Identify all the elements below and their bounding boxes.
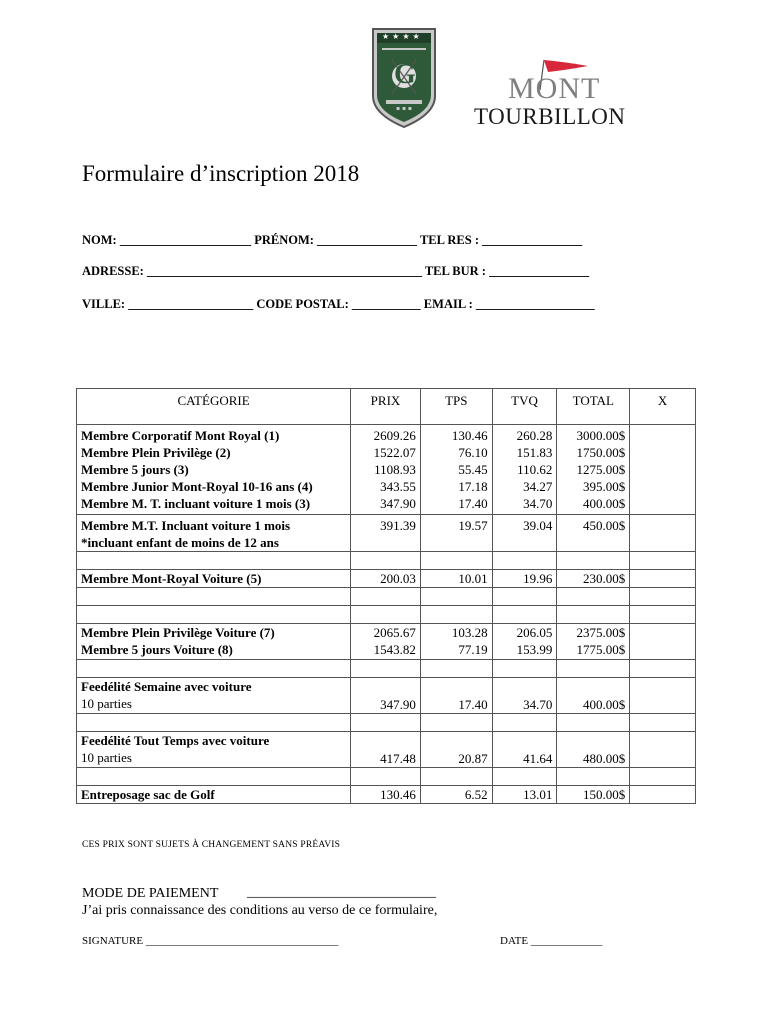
field-line-name[interactable]: NOM: _____________________ PRÉNOM: ________________ TEL RES : ________________ xyxy=(82,233,583,247)
table-row xyxy=(77,786,696,804)
category-label: Membre 5 jours Voiture (8) xyxy=(81,642,233,657)
table-row xyxy=(77,570,696,588)
total-value: 395.00$ xyxy=(582,479,626,494)
prix-value: 347.90 xyxy=(351,678,421,714)
table-row xyxy=(77,515,696,552)
crest-stars: ★★★★ xyxy=(382,32,423,41)
prix-value: 2065.67 xyxy=(373,625,416,640)
select-cell[interactable] xyxy=(630,570,696,588)
tps-value: 19.57 xyxy=(420,515,492,552)
tps-value: 103.28 xyxy=(451,625,488,640)
cell-categories xyxy=(77,515,351,552)
tvq-value: 110.62 xyxy=(517,462,553,477)
signature-field[interactable]: SIGNATURE ___________________________________ xyxy=(82,935,339,947)
prix-value: 1543.82 xyxy=(373,642,416,657)
tvq-value: 206.05 xyxy=(516,625,553,640)
total-value: 450.00$ xyxy=(557,515,630,552)
tvq-value: 19.96 xyxy=(492,570,557,588)
field-line-city[interactable]: VILLE: ____________________ CODE POSTAL: ___________ EMAIL : ___________________ xyxy=(82,297,595,311)
prix-value: 1108.93 xyxy=(374,462,416,477)
cell-total xyxy=(557,425,630,515)
tvq-value: 34.27 xyxy=(523,479,553,494)
tps-value: 6.52 xyxy=(420,786,492,804)
tps-value: 55.45 xyxy=(458,462,488,477)
cell-categories xyxy=(77,678,351,714)
tps-value: 17.40 xyxy=(420,678,492,714)
spacer-row xyxy=(77,714,696,732)
club-crest-logo xyxy=(370,26,438,130)
prix-value: 347.90 xyxy=(380,496,416,511)
table-row xyxy=(77,678,696,714)
category-label: Membre M. T. incluant voiture 1 mois (3) xyxy=(81,496,311,511)
total-value: 150.00$ xyxy=(557,786,630,804)
header-x: X xyxy=(630,389,696,425)
category-label: Entreposage sac de Golf xyxy=(77,786,351,804)
total-value: 1750.00$ xyxy=(576,445,626,460)
spacer-row xyxy=(77,606,696,624)
cell-tps xyxy=(420,624,492,660)
header-tvq: TVQ xyxy=(492,389,557,425)
tps-value: 17.18 xyxy=(458,479,488,494)
select-cell[interactable] xyxy=(630,732,696,768)
tps-value: 130.46 xyxy=(451,428,488,443)
spacer-row xyxy=(77,552,696,570)
table-row xyxy=(77,732,696,768)
header-tps: TPS xyxy=(420,389,492,425)
category-label: Feedélité Semaine avec voiture xyxy=(81,679,252,694)
total-value: 480.00$ xyxy=(557,732,630,768)
category-label: Membre 5 jours (3) xyxy=(81,462,189,477)
select-cell[interactable] xyxy=(630,515,696,552)
cell-tvq xyxy=(492,624,557,660)
prix-value: 2609.26 xyxy=(373,428,416,443)
total-value: 400.00$ xyxy=(582,496,626,511)
spacer-row xyxy=(77,588,696,606)
tvq-value: 151.83 xyxy=(516,445,553,460)
tvq-value: 39.04 xyxy=(492,515,557,552)
tps-value: 20.87 xyxy=(420,732,492,768)
category-label: Membre Corporatif Mont Royal (1) xyxy=(81,428,280,443)
logo-word-mont: MONT xyxy=(508,72,601,105)
total-value: 1275.00$ xyxy=(576,462,626,477)
tvq-value: 260.28 xyxy=(516,428,553,443)
header-categorie: CATÉGORIE xyxy=(77,389,351,425)
prix-value: 200.03 xyxy=(351,570,421,588)
prix-value: 391.39 xyxy=(351,515,421,552)
logo-word-tourbillon: TOURBILLON xyxy=(474,104,626,129)
form-title: Formulaire d’inscription 2018 xyxy=(82,161,360,186)
total-value: 3000.00$ xyxy=(576,428,626,443)
pricing-table xyxy=(76,388,696,804)
tvq-value: 34.70 xyxy=(523,496,553,511)
cell-tvq xyxy=(492,425,557,515)
price-disclaimer: CES PRIX SONT SUJETS À CHANGEMENT SANS PRÉAVIS xyxy=(82,840,341,850)
spacer-row xyxy=(77,660,696,678)
total-value: 1775.00$ xyxy=(576,642,626,657)
tps-value: 10.01 xyxy=(420,570,492,588)
category-label: Membre Plein Privilège Voiture (7) xyxy=(81,625,275,640)
prix-value: 417.48 xyxy=(351,732,421,768)
date-field[interactable]: DATE _____________ xyxy=(500,935,603,947)
select-cell[interactable] xyxy=(630,786,696,804)
payment-label: MODE DE PAIEMENT xyxy=(82,886,219,901)
table-header-row xyxy=(77,389,696,425)
cell-prix xyxy=(351,425,421,515)
tps-value: 17.40 xyxy=(458,496,488,511)
total-value: 230.00$ xyxy=(557,570,630,588)
cell-prix xyxy=(351,624,421,660)
select-cell[interactable] xyxy=(630,678,696,714)
svg-text:▪ ▪ ▪: ▪ ▪ ▪ xyxy=(395,105,413,112)
tps-value: 76.10 xyxy=(458,445,488,460)
mont-tourbillon-logo xyxy=(472,56,662,134)
header-total: TOTAL xyxy=(557,389,630,425)
category-note: *incluant enfant de moins de 12 ans xyxy=(81,535,279,550)
cell-categories xyxy=(77,624,351,660)
category-note: 10 parties xyxy=(81,696,132,711)
category-label: Membre Mont-Royal Voiture (5) xyxy=(77,570,351,588)
tvq-value: 41.64 xyxy=(492,732,557,768)
cell-categories xyxy=(77,425,351,515)
payment-field[interactable]: ___________________________ xyxy=(247,885,436,900)
category-label: Membre M.T. Incluant voiture 1 mois xyxy=(81,518,291,533)
tvq-value: 13.01 xyxy=(492,786,557,804)
select-cell[interactable] xyxy=(630,624,696,660)
table-row xyxy=(77,425,696,515)
cell-total xyxy=(557,624,630,660)
tps-value: 77.19 xyxy=(458,642,488,657)
total-value: 400.00$ xyxy=(557,678,630,714)
crest-letter: G xyxy=(394,59,416,90)
category-note: 10 parties xyxy=(81,750,132,765)
category-label: Membre Junior Mont-Royal 10-16 ans (4) xyxy=(81,479,313,494)
tvq-value: 153.99 xyxy=(516,642,553,657)
category-label: Feedélité Tout Temps avec voiture xyxy=(81,733,270,748)
cell-tps xyxy=(420,425,492,515)
prix-value: 130.46 xyxy=(351,786,421,804)
category-label: Membre Plein Privilège (2) xyxy=(81,445,231,460)
spacer-row xyxy=(77,768,696,786)
prix-value: 343.55 xyxy=(380,479,416,494)
consent-text: J’ai pris connaissance des conditions au verso de ce formulaire, xyxy=(82,903,438,918)
tvq-value: 34.70 xyxy=(492,678,557,714)
select-cell[interactable] xyxy=(630,425,696,515)
table-row xyxy=(77,624,696,660)
prix-value: 1522.07 xyxy=(373,445,416,460)
total-value: 2375.00$ xyxy=(576,625,626,640)
header-prix: PRIX xyxy=(351,389,421,425)
cell-categories xyxy=(77,732,351,768)
field-line-address[interactable]: ADRESSE: ____________________________________________ TEL BUR : ________________ xyxy=(82,264,590,278)
